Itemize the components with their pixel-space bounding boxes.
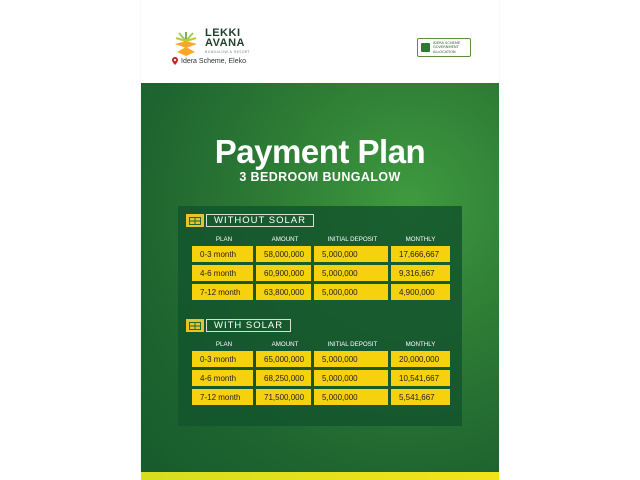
- column-header-amount: AMOUNT: [271, 235, 299, 243]
- brand-name-line1: LEKKI: [205, 27, 241, 39]
- badge-line1: IDERA SCHEME: [433, 40, 461, 45]
- plan-cell: 4-6 month: [192, 265, 253, 281]
- green-background: [141, 83, 499, 480]
- column-header-plan: PLAN: [215, 340, 233, 348]
- footer-accent-strip: [141, 472, 499, 480]
- amount-cell: 65,000,000: [256, 351, 311, 367]
- monthly-cell: 10,541,667: [391, 370, 450, 386]
- amount-cell: 68,250,000: [256, 370, 311, 386]
- location-pin-icon: [172, 57, 178, 65]
- column-header-monthly: MONTHLY: [405, 340, 436, 348]
- amount-cell: 71,500,000: [256, 389, 311, 405]
- solar-panel-icon: [186, 319, 204, 332]
- government-allocation-badge: [417, 38, 471, 57]
- badge-line3: ALLOCATION: [433, 49, 456, 54]
- table-row: [192, 284, 450, 300]
- section-header-with-solar: [186, 319, 291, 332]
- amount-cell: 63,800,000: [256, 284, 311, 300]
- page-title: Payment Plan: [214, 133, 426, 170]
- table-row: [192, 351, 450, 367]
- brand-logo: [171, 28, 250, 58]
- table-row: [192, 389, 450, 405]
- table-row: [192, 246, 450, 262]
- monthly-cell: 17,666,667: [391, 246, 450, 262]
- deposit-cell: 5,000,000: [314, 246, 388, 262]
- section-label: WITHOUT SOLAR: [206, 214, 314, 227]
- column-header-deposit: INITIAL DEPOSIT: [327, 235, 378, 243]
- column-header-amount: AMOUNT: [271, 340, 299, 348]
- plan-cell: 0-3 month: [192, 351, 253, 367]
- table-header: [192, 232, 450, 246]
- monthly-cell: 9,316,667: [391, 265, 450, 281]
- table-row: [192, 265, 450, 281]
- deposit-cell: 5,000,000: [314, 265, 388, 281]
- badge-line2: GOVERNMENT: [433, 45, 459, 50]
- column-header-deposit: INITIAL DEPOSIT: [327, 340, 378, 348]
- column-header-monthly: MONTHLY: [405, 235, 436, 243]
- column-header-plan: PLAN: [215, 235, 233, 243]
- plan-cell: 4-6 month: [192, 370, 253, 386]
- plan-cell: 0-3 month: [192, 246, 253, 262]
- table-header: [192, 337, 450, 351]
- deposit-cell: 5,000,000: [314, 351, 388, 367]
- pricing-panel: [178, 206, 462, 426]
- solar-panel-icon: [186, 214, 204, 227]
- palm-logo-icon: [171, 28, 201, 58]
- government-allocation-icon: [421, 43, 430, 52]
- monthly-cell: 20,000,000: [391, 351, 450, 367]
- brand-tagline: BUNGALOW & RESORT: [205, 50, 250, 54]
- monthly-cell: 5,541,667: [391, 389, 450, 405]
- payment-plan-flyer: [141, 0, 499, 480]
- location-line: [172, 57, 246, 65]
- plan-cell: 7-12 month: [192, 284, 253, 300]
- section-header-without-solar: [186, 214, 314, 227]
- amount-cell: 60,900,000: [256, 265, 311, 281]
- pricing-table-without-solar: [192, 232, 450, 303]
- brand-name-line2: AVANA: [205, 37, 245, 49]
- deposit-cell: 5,000,000: [314, 389, 388, 405]
- deposit-cell: 5,000,000: [314, 370, 388, 386]
- monthly-cell: 4,900,000: [391, 284, 450, 300]
- page-subtitle: 3 BEDROOM BUNGALOW: [239, 170, 401, 184]
- deposit-cell: 5,000,000: [314, 284, 388, 300]
- table-row: [192, 370, 450, 386]
- location-text: Idera Scheme, Eleko: [181, 57, 246, 65]
- section-label: WITH SOLAR: [206, 319, 291, 332]
- pricing-table-with-solar: [192, 337, 450, 408]
- plan-cell: 7-12 month: [192, 389, 253, 405]
- amount-cell: 58,000,000: [256, 246, 311, 262]
